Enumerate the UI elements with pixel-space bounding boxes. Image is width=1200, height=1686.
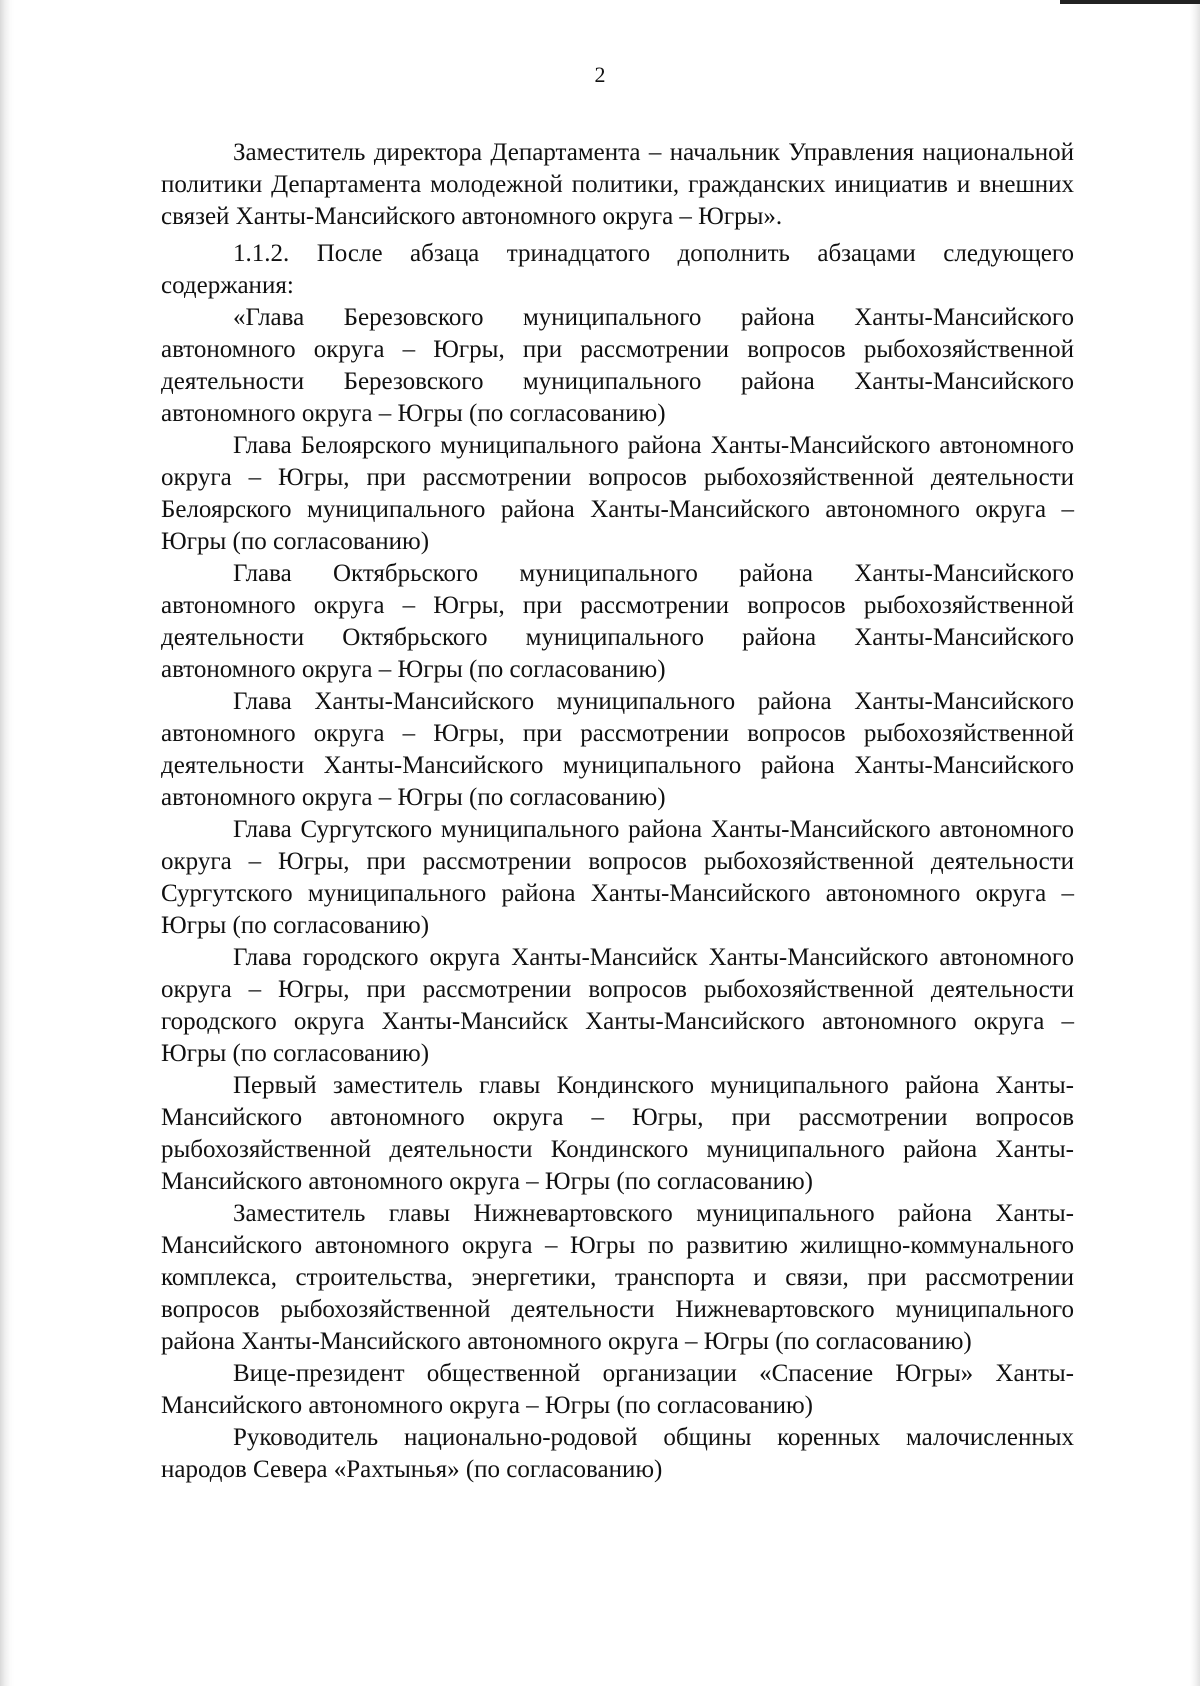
paragraph-head-surgutsky: Глава Сургутского муниципального района Ханты-Мансийского автономного округа – Югры, при рассмотрении вопросов рыбохозяйственной деятельности Сургутского муниципального района Ханты-Мансийского автономного округа – Югры (по согласованию)	[161, 816, 1074, 939]
scan-edge-left	[0, 0, 14, 1686]
paragraph-head-city-khanty-mansiysk: Глава городского округа Ханты-Мансийск Ханты-Мансийского автономного округа – Югры, при рассмотрении вопросов рыбохозяйственной деятельности городского округа Ханты-Мансийск Ханты-Мансийского автономного округа – Югры (по согласованию)	[161, 944, 1074, 1067]
paragraph-head-rakhtynya: Руководитель национально-родовой общины коренных малочисленных народов Севера «Рахтынья» (по согласованию)	[161, 1424, 1074, 1483]
page-number: 2	[594, 62, 606, 87]
paragraph-vice-president-spasenie: Вице-президент общественной организации «Спасение Югры» Ханты-Мансийского автономного округа – Югры (по согласованию)	[161, 1360, 1074, 1419]
paragraph-head-oktyabrsky: Глава Октябрьского муниципального района Ханты-Мансийского автономного округа – Югры, при рассмотрении вопросов рыбохозяйственной деятельности Октябрьского муниципального района Ханты-Мансийского автономного округа – Югры (по согласованию)	[161, 560, 1074, 683]
scan-edge-top	[1060, 0, 1200, 4]
paragraph-head-beloyarsky: Глава Белоярского муниципального района Ханты-Мансийского автономного округа – Югры, при рассмотрении вопросов рыбохозяйственной деятельности Белоярского муниципального района Ханты-Мансийского автономного округа – Югры (по согласованию)	[161, 432, 1074, 555]
paragraph-deputy-director: Заместитель директора Департамента – начальник Управления национальной политики Департамента молодежной политики, гражданских инициатив и внешних связей Ханты-Мансийского автономного округа – Югры».	[161, 139, 1074, 230]
paragraph-deputy-nizhnevartovsky: Заместитель главы Нижневартовского муниципального района Ханты-Мансийского автономного округа – Югры по развитию жилищно-коммунального комплекса, строительства, энергетики, транспорта и связи, при рассмотрении вопросов рыбохозяйственной деятельности Нижневартовского муниципального района Ханты-Мансийского автономного округа – Югры (по согласованию)	[161, 1200, 1074, 1355]
scan-edge-right	[1190, 0, 1200, 1686]
paragraph-clause-1-1-2: 1.1.2. После абзаца тринадцатого дополнить абзацами следующего содержания:	[161, 240, 1074, 299]
page-content	[161, 137, 1074, 1486]
paragraph-first-deputy-kondinsky: Первый заместитель главы Кондинского муниципального района Ханты-Мансийского автономного округа – Югры, при рассмотрении вопросов рыбохозяйственной деятельности Кондинского муниципального района Ханты-Мансийского автономного округа – Югры (по согласованию)	[161, 1072, 1074, 1195]
paragraph-head-berezovsky: «Глава Березовского муниципального района Ханты-Мансийского автономного округа – Югры, при рассмотрении вопросов рыбохозяйственной деятельности Березовского муниципального района Ханты-Мансийского автономного округа – Югры (по согласованию)	[161, 304, 1074, 427]
paragraph-head-khanty-mansiysky: Глава Ханты-Мансийского муниципального района Ханты-Мансийского автономного округа – Югры, при рассмотрении вопросов рыбохозяйственной деятельности Ханты-Мансийского муниципального района Ханты-Мансийского автономного округа – Югры (по согласованию)	[161, 688, 1074, 811]
